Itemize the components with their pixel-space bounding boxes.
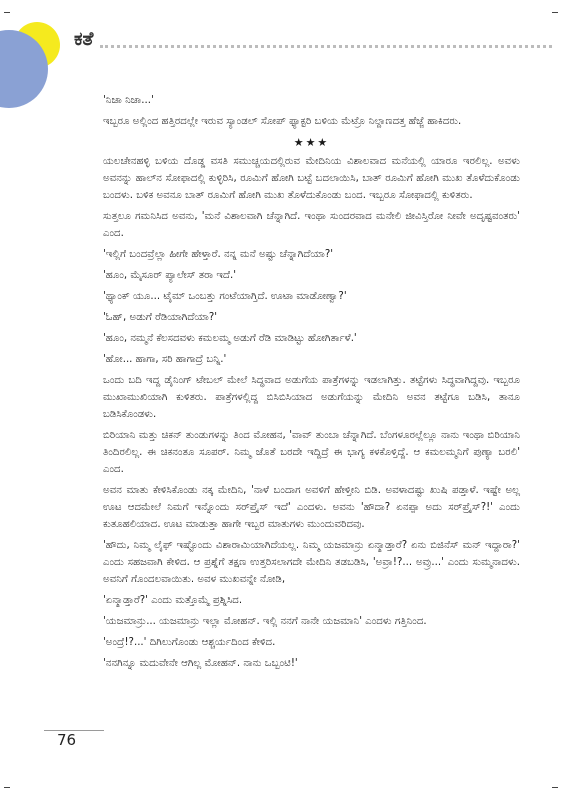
paragraph: 'ಯಜಮಾನ್ರು... ಯಜಮಾನ್ರು ಇಲ್ಲಾ ಮೋಹನ್. ಇಲ್ಲಿ ನನಗೆ ನಾನೇ ಯಜಮಾನಿ' ಎಂದಳು ಗತ್ತಿನಿಂದ. <box>103 616 427 627</box>
paragraph: 'ಹೂಂ, ಮೈಸೂರ್ ಪ್ಯಾಲೇಸ್ ತರಾ ಇದೆ.' <box>103 270 237 281</box>
paragraph: 'ಓಹ್, ಅಡುಗೆ ರೆಡಿಯಾಗಿದೆಯಾ?' <box>103 312 218 323</box>
paragraph: ಬಿರಿಯಾನಿ ಮತ್ತು ಚಿಕನ್ ತುಂಡುಗಳನ್ನು ತಿಂದ ಮೋಹನ, 'ವಾವ್ ತುಂಬಾ ಚೆನ್ನಾಗಿದೆ. ಬೆಂಗಳೂರಲ್ಲೆಲ್ಲೂ ನಾನು ಇಂಥಾ ಬಿರಿಯಾನಿ ತಿಂದಿರಲಿಲ್ಲ. ಈ ಚಿಕನಂತೂ ಸೂಪರ್. ನಿಮ್ಮ ಜೊತೆ ಬರದೇ ಇದ್ದಿದ್ರೆ ಈ ಭಾಗ್ಯ ಕಳಕೊಳ್ತಿದ್ದೆ. ಆ ಕಮಲಮ್ಮನಿಗೆ ಪುಣ್ಯಾ ಬರಲಿ' ಎಂದ. <box>103 430 520 475</box>
section-title: ಕತೆ <box>74 28 94 50</box>
paragraph: 'ಹೋ... ಹಾಗಾ, ಸರಿ ಹಾಗಾದ್ರೆ ಬನ್ನಿ.' <box>103 354 227 365</box>
header-dotted-rule <box>100 45 552 48</box>
paragraph: 'ನನಗಿನ್ನೂ ಮದುವೇನೇ ಆಗಿಲ್ಲ ಮೋಹನ್. ನಾನು ಒಬ್ಬಂಟಿ!' <box>103 658 298 669</box>
paragraph: ಸುತ್ತಲೂ ಗಮನಿಸಿದ ಅವನು, 'ಮನೆ ವಿಶಾಲವಾಗಿ ಚೆನ್ನಾಗಿದೆ. ಇಂಥಾ ಸುಂದರವಾದ ಮನೇಲಿ ಜೀವಿಸ್ತಿರೋ ನೀವೇ ಅದೃಷ್ಟವಂತರು' ಎಂದ. <box>103 211 520 239</box>
story-body <box>103 92 520 676</box>
paragraph: 'ಅಂದ್ರೆ!?...' ದಿಗಿಲುಗೊಂಡು ಆಶ್ಚರ್ಯದಿಂದ ಕೇಳಿದ. <box>103 637 276 648</box>
crop-mark <box>552 787 558 788</box>
crop-mark <box>552 12 558 13</box>
paragraph: 'ಹೌದು, ನಿಮ್ಮ ಲೈಫ್ ಇಷ್ಟೊಂದು ವಿಶಾರಾಮಿಯಾಗಿದೆಯಲ್ಲ. ನಿಮ್ಮ ಯಜಮಾನ್ರು ಏನ್ಮಾಡ್ತಾರೆ? ಏನು ಬಿಜಿನೆಸ್ ಮನ್ ಇದ್ದಾರಾ?' ಎಂದು ಸಹಜವಾಗಿ ಕೇಳಿದ. ಆ ಪ್ರಶ್ನೆಗೆ ತಕ್ಷಣ ಉತ್ತರಿಸಲಾಗದೇ ಮೇದಿನಿ ತಡಬಡಿಸಿ, 'ಅವ್ರಾ!?... ಅವ್ರು...' ಎಂದು ಸುಮ್ಮನಾದಳು. ಅವನಿಗೆ ಗೊಂದಲವಾಯಿತು. ಅವಳ ಮುಖವನ್ನೇ ನೋಡಿ, <box>103 540 520 585</box>
crop-mark <box>4 787 10 788</box>
paragraph: 'ಇಲ್ಲಿಗೆ ಬಂದವ್ರೆಲ್ಲಾ ಹೀಗೇ ಹೇಳ್ತಾರೆ. ನನ್ನ ಮನೆ ಅಷ್ಟು ಚೆನ್ನಾಗಿದೆಯಾ?' <box>103 249 334 260</box>
paragraph: ಅವನ ಮಾತು ಕೇಳಿಸಿಕೊಂಡು ನಕ್ಕ ಮೇದಿನಿ, 'ನಾಳೆ ಬಂದಾಗ ಅವಳಿಗೆ ಹೇಳ್ತೀನಿ ಬಿಡಿ. ಅವಳಾದಷ್ಟು ಖುಷಿ ಪಡ್ತಾಳೆ. ಇಷ್ಟೇ ಅಲ್ಲ ಊಟ ಆದಮೇಲೆ ನಿಮಗೆ ಇನ್ನೊಂದು ಸರ್‌ಪ್ರೈಸ್ ಇದೆ' ಎಂದಳು. ಅವನು 'ಹೌದಾ? ಏನಪ್ಪಾ ಅದು ಸರ್‌ಪ್ರೈಸ್?!' ಎಂದು ಕುತೂಹಲಿಯಾದ. ಊಟ ಮಾಡುತ್ತಾ ಹಾಗೇ ಇಬ್ಬರ ಮಾತುಗಳು ಮುಂದುವರಿದವು. <box>103 485 520 530</box>
paragraph: 'ಥ್ಯಾಂಕ್ ಯೂ... ಟೈಮ್ ಒಂಬತ್ತು ಗಂಟೆಯಾಗ್ತಿದೆ. ಊಟಾ ಮಾಡೋಣ್ವಾ?' <box>103 291 347 302</box>
paragraph: 'ನಿಜಾ ನಿಜಾ...' <box>103 95 154 106</box>
paragraph: ಯಲಚೇನಹಳ್ಳಿ ಬಳಿಯ ದೊಡ್ಡ ವಸತಿ ಸಮುಚ್ಚಯದಲ್ಲಿರುವ ಮೇದಿನಿಯ ವಿಶಾಲವಾದ ಮನೆಯಲ್ಲಿ ಯಾರೂ ಇರಲಿಲ್ಲ. ಅವಳು ಅವನನ್ನು ಹಾಲ್‌ನ ಸೋಫಾದಲ್ಲಿ ಕುಳ್ಳಿರಿಸಿ, ರೂಮಿಗೆ ಹೋಗಿ ಬಟ್ಟೆ ಬದಲಾಯಿಸಿ, ಬಾತ್ ರೂಮಿಗೆ ಹೋಗಿ ಮುಖ ತೊಳೆದುಕೊಂಡು ಬಂದಳು. ಬಳಿಕ ಅವನೂ ಬಾತ್ ರೂಮಿಗೆ ಹೋಗಿ ಮುಖ ತೊಳೆದುಕೊಂಡು ಬಂದ. ಇಬ್ಬರೂ ಸೋಫಾದಲ್ಲಿ ಕುಳಿತರು. <box>103 156 520 201</box>
paragraph: 'ಹೂಂ, ನಮ್ಮನೆ ಕೆಲಸದವಳು ಕಮಲಮ್ಮ ಅಡುಗೆ ರೆಡಿ ಮಾಡಿಟ್ಟು ಹೋಗಿರ್ತಾಳೆ.' <box>103 333 357 344</box>
page-number: 76 <box>57 731 77 749</box>
paragraph: 'ಏನ್ಮಾಡ್ತಾರೆ?' ಎಂದು ಮತ್ತೊಮ್ಮೆ ಪ್ರಶ್ನಿಸಿದ. <box>103 595 243 606</box>
crop-mark <box>4 12 10 13</box>
paragraph: ಇಬ್ಬರೂ ಅಲ್ಲಿಂದ ಹತ್ತಿರದಲ್ಲೇ ಇರುವ ಸ್ಯಾಂಡಲ್ ಸೋಪ್ ಫ್ಯಾಕ್ಟರಿ ಬಳಿಯ ಮೆಟ್ರೊ ನಿಲ್ದಾಣದತ್ತ ಹೆಜ್ಜೆ ಹಾಕಿದರು. <box>103 116 462 127</box>
paragraph: ಒಂದು ಬದಿ ಇದ್ದ ಡೈನಿಂಗ್ ಟೇಬಲ್ ಮೇಲೆ ಸಿದ್ಧವಾದ ಅಡುಗೆಯ ಪಾತ್ರೆಗಳನ್ನು ಇಡಲಾಗಿತ್ತು. ತಟ್ಟೆಗಳು ಸಿದ್ಧವಾಗಿದ್ದವು. ಇಬ್ಬರೂ ಮುಖಾಮುಖಿಯಾಗಿ ಕುಳಿತರು. ಪಾತ್ರೆಗಳಲ್ಲಿದ್ದ ಬಿಸಿಬಿಸಿಯಾದ ಅಡುಗೆಯನ್ನು ಮೇದಿನಿ ಅವನ ತಟ್ಟೆಗೂ ಬಡಿಸಿ, ತಾನೂ ಬಡಿಸಿಕೊಂಡಳು. <box>103 375 520 420</box>
section-separator: ★★★ <box>293 136 330 149</box>
